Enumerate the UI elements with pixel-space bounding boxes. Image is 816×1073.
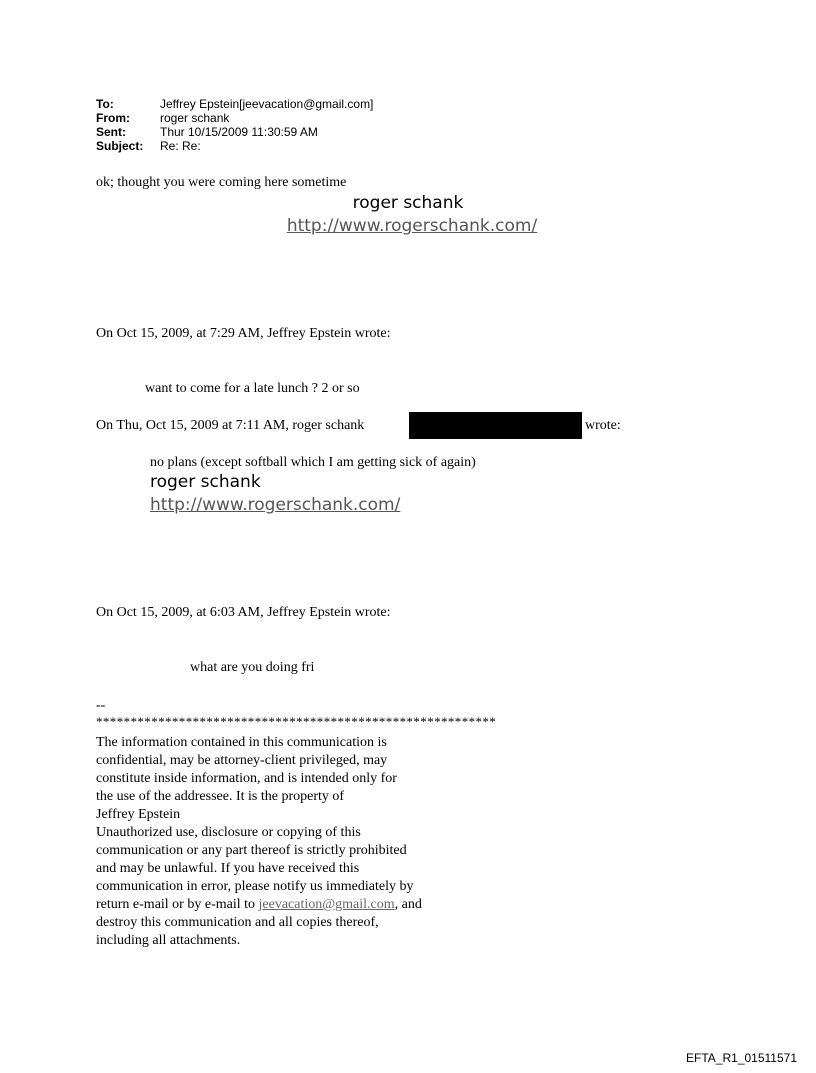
- disclaimer: [96, 734, 422, 950]
- quote1-text: want to come for a late lunch ? 2 or so: [145, 381, 360, 396]
- document-id: EFTA_R1_01511571: [686, 1051, 797, 1065]
- sent-label: Sent:: [96, 125, 126, 139]
- sig-dash: --: [96, 698, 106, 713]
- subject-value: Re: Re:: [160, 139, 201, 153]
- disclaimer-line: the use of the addressee. It is the property of: [96, 789, 345, 804]
- disclaimer-line: including all attachments.: [96, 933, 241, 948]
- disclaimer-line: [96, 896, 422, 914]
- disclaimer-line: Jeffrey Epstein: [96, 807, 181, 822]
- quote3-intro: On Oct 15, 2009, at 6:03 AM, Jeffrey Epstein wrote:: [96, 605, 391, 620]
- disclaimer-line: destroy this communication and all copies thereof,: [96, 915, 379, 930]
- signature-name: roger schank: [352, 193, 464, 213]
- disclaimer-line: and may be unlawful. If you have received this: [96, 861, 360, 876]
- asterisk-divider: **********************************************************: [96, 714, 497, 729]
- disclaimer-line: confidential, may be attorney-client privileged, may: [96, 753, 388, 768]
- quote3-text: what are you doing fri: [190, 660, 315, 675]
- quote2-signature-name: roger schank: [150, 472, 261, 492]
- signature-link[interactable]: http://www.rogerschank.com/: [286, 216, 538, 236]
- quote1-intro: On Oct 15, 2009, at 7:29 AM, Jeffrey Epstein wrote:: [96, 326, 391, 341]
- quote2-intro: On Thu, Oct 15, 2009 at 7:11 AM, roger schank: [96, 418, 365, 433]
- to-value: Jeffrey Epstein[jeevacation@gmail.com]: [160, 97, 374, 111]
- disclaimer-text: return e-mail or by e-mail to: [96, 897, 259, 912]
- disclaimer-line: The information contained in this communication is: [96, 735, 387, 750]
- quote2-intro-wrote: wrote:: [585, 418, 621, 433]
- to-label: To:: [96, 97, 114, 111]
- quote2-text: no plans (except softball which I am getting sick of again): [150, 455, 476, 470]
- disclaimer-line: Unauthorized use, disclosure or copying of this: [96, 825, 361, 840]
- disclaimer-text: , and: [394, 897, 422, 912]
- from-label: From:: [96, 111, 130, 125]
- subject-label: Subject:: [96, 139, 144, 153]
- disclaimer-line: communication in error, please notify us immediately by: [96, 879, 414, 894]
- disclaimer-line: constitute inside information, and is intended only for: [96, 771, 397, 786]
- disclaimer-email-link[interactable]: jeevacation@gmail.com: [258, 897, 395, 912]
- reply-text: ok; thought you were coming here sometime: [96, 175, 347, 190]
- from-value: roger schank: [160, 111, 230, 125]
- quote2-signature-link[interactable]: http://www.rogerschank.com/: [150, 495, 401, 515]
- redaction-block: [409, 412, 582, 439]
- disclaimer-line: communication or any part thereof is strictly prohibited: [96, 843, 407, 858]
- sent-value: Thur 10/15/2009 11:30:59 AM: [160, 125, 318, 139]
